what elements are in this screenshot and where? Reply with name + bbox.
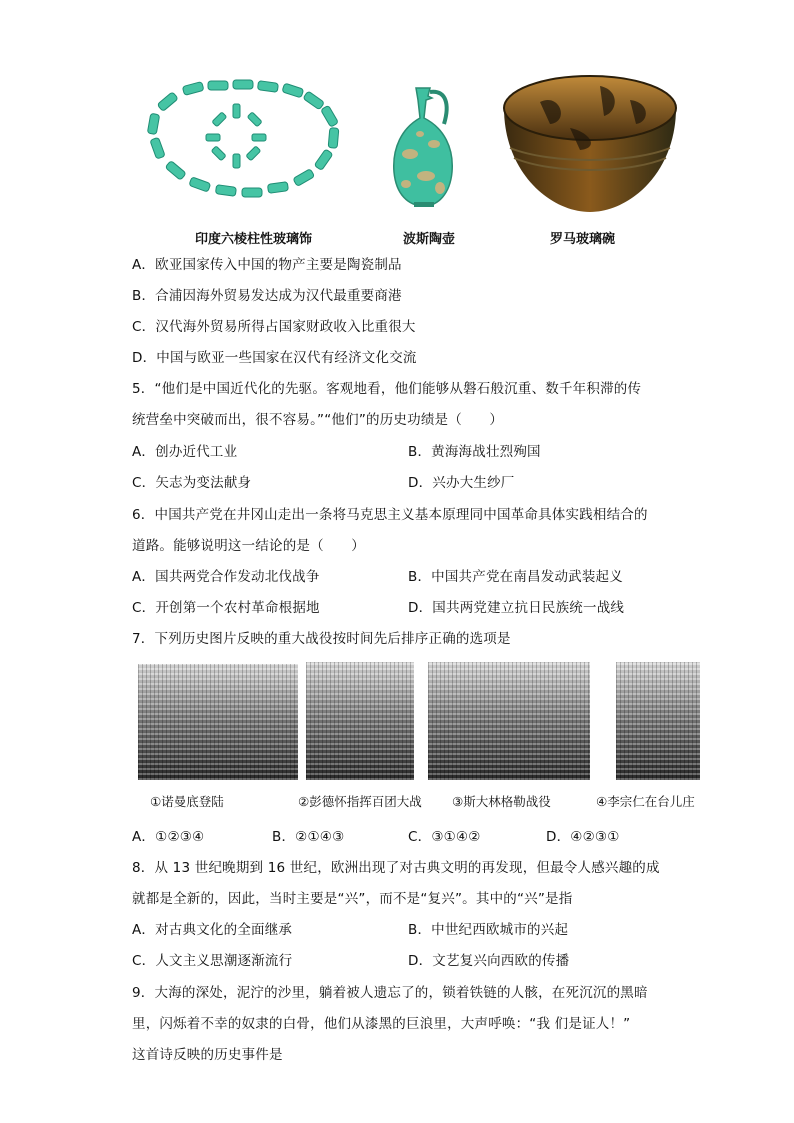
q4-option-b: B．合浦因海外贸易发达成为汉代最重要商港 bbox=[132, 288, 402, 304]
q6-option-d: D．国共两党建立抗日民族统一战线 bbox=[408, 600, 625, 616]
q4-option-a: A．欧亚国家传入中国的物产主要是陶瓷制品 bbox=[132, 257, 402, 273]
q8-stem: 8．从 13 世纪晚期到 16 世纪，欧洲出现了对古典文明的再发现，但最令人感兴趣的成 bbox=[132, 860, 660, 876]
photo-caption: ②彭德怀指挥百团大战 bbox=[298, 794, 422, 809]
q7-option-d: D．④②③① bbox=[546, 829, 620, 845]
artifact-caption: 印度六棱柱性玻璃饰 bbox=[195, 232, 313, 247]
q8-option-a: A．对古典文化的全面继承 bbox=[132, 922, 293, 938]
q9-stem: 这首诗反映的历史事件是 bbox=[132, 1047, 283, 1063]
q4-option-c: C．汉代海外贸易所得占国家财政收入比重很大 bbox=[132, 319, 416, 335]
baituan-campaign-photo bbox=[306, 662, 414, 780]
normandy-landing-photo bbox=[138, 664, 298, 780]
q8-option-d: D．文艺复兴向西欧的传播 bbox=[408, 953, 570, 969]
q5-stem: 统营垒中突破而出，很不容易。”“他们”的历史功绩是（ ） bbox=[132, 412, 504, 428]
q7-option-b: B．②①④③ bbox=[272, 829, 345, 845]
q5-stem: 5．“他们是中国近代化的先驱。客观地看，他们能够从磐石般沉重、数千年积滞的传 bbox=[132, 381, 642, 397]
q7-stem: 7．下列历史图片反映的重大战役按时间先后排序正确的选项是 bbox=[132, 631, 511, 647]
q6-stem: 6．中国共产党在井冈山走出一条将马克思主义基本原理同中国革命具体实践相结合的 bbox=[132, 507, 648, 523]
q5-option-a: A．创办近代工业 bbox=[132, 444, 238, 460]
hexagonal-glass-beads-icon bbox=[138, 78, 350, 208]
persian-pottery-jug-icon bbox=[386, 84, 462, 210]
q7-option-a: A．①②③④ bbox=[132, 829, 205, 845]
stalingrad-photo bbox=[428, 662, 590, 780]
artifact-caption: 罗马玻璃碗 bbox=[550, 232, 616, 247]
artifact-caption: 波斯陶壶 bbox=[403, 232, 456, 247]
q5-option-c: C．矢志为变法献身 bbox=[132, 475, 252, 491]
q8-option-b: B．中世纪西欧城市的兴起 bbox=[408, 922, 569, 938]
q8-stem: 就都是全新的，因此，当时主要是“兴”，而不是“复兴”。其中的“兴”是指 bbox=[132, 891, 573, 907]
q9-stem: 9．大海的深处，泥泞的沙里，躺着被人遗忘了的，锁着铁链的人骸，在死沉沉的黑暗 bbox=[132, 985, 648, 1001]
q5-option-b: B．黄海海战壮烈殉国 bbox=[408, 444, 541, 460]
photo-caption: ③斯大林格勒战役 bbox=[452, 794, 551, 809]
q6-option-b: B．中国共产党在南昌发动武装起义 bbox=[408, 569, 623, 585]
photo-caption: ④李宗仁在台儿庄 bbox=[596, 794, 695, 809]
q8-option-c: C．人文主义思潮逐渐流行 bbox=[132, 953, 293, 969]
q4-option-d: D．中国与欧亚一些国家在汉代有经济文化交流 bbox=[132, 350, 417, 366]
q5-option-d: D．兴办大生纱厂 bbox=[408, 475, 515, 491]
q9-stem: 里，闪烁着不幸的奴隶的白骨，他们从漆黑的巨浪里，大声呼唤：“我 们是证人！” bbox=[132, 1016, 631, 1032]
roman-glass-bowl-icon bbox=[500, 72, 680, 216]
photo-caption: ①诺曼底登陆 bbox=[150, 794, 224, 809]
q7-option-c: C．③①④② bbox=[408, 829, 481, 845]
q6-option-a: A．国共两党合作发动北伐战争 bbox=[132, 569, 320, 585]
q6-stem: 道路。能够说明这一结论的是（ ） bbox=[132, 538, 365, 554]
taierzhuang-photo bbox=[616, 662, 700, 780]
q6-option-c: C．开创第一个农村革命根据地 bbox=[132, 600, 320, 616]
